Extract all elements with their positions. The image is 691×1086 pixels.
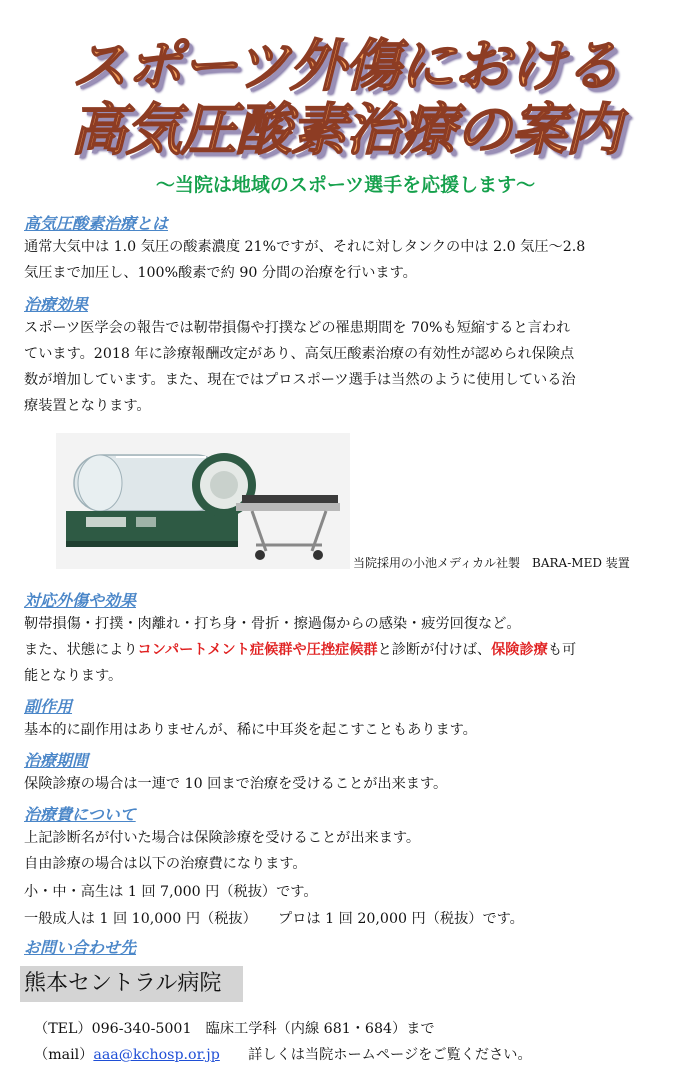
indications-text-a: また、状態により xyxy=(24,642,138,658)
hyperbaric-chamber-icon xyxy=(56,433,350,569)
heading-effect: 治療効果 xyxy=(24,295,89,314)
cost-line-1: 上記診断名が付いた場合は保険診療を受けることが出来ます。 xyxy=(24,830,421,846)
mail-link[interactable]: aaa@kchosp.or.jp xyxy=(93,1047,220,1063)
hospital-name: 熊本セントラル病院 xyxy=(20,966,243,1002)
title-line-2: 高気圧酸素治療の案内 xyxy=(70,98,621,163)
title-line-1: スポーツ外傷における xyxy=(71,34,620,99)
heading-indications: 対応外傷や効果 xyxy=(24,591,137,610)
indications-text-b: と診断が付けば、 xyxy=(377,642,492,658)
effect-line-1: スポーツ医学会の報告では靭帯損傷や打撲などの罹患期間を 70%も短縮すると言われ xyxy=(24,320,571,336)
side-effects-line-1: 基本的に副作用はありませんが、稀に中耳炎を起こすこともあります。 xyxy=(24,722,477,738)
heading-side-effects: 副作用 xyxy=(24,697,73,716)
heading-about: 高気圧酸素治療とは xyxy=(24,214,169,233)
indications-line-3: 能となります。 xyxy=(24,668,123,684)
subtitle: ～当院は地域のスポーツ選手を応援します～ xyxy=(155,174,536,196)
about-line-2: 気圧まで加圧し、100%酸素で約 90 分間の治療を行います。 xyxy=(24,265,417,281)
mail-label: （mail） xyxy=(34,1047,94,1063)
heading-cost: 治療費について xyxy=(24,805,136,824)
effect-line-3: 数が増加しています。また、現在ではプロスポーツ選手は当然のように使用している治 xyxy=(24,372,576,388)
cost-line-2: 自由診療の場合は以下の治療費になります。 xyxy=(24,856,307,872)
indications-line-2 xyxy=(24,637,664,663)
period-line-1: 保険診療の場合は一連で 10 回まで治療を受けることが出来ます。 xyxy=(24,776,448,792)
indications-text-c: も可 xyxy=(547,642,577,658)
chamber-photo xyxy=(56,433,350,569)
highlight-syndromes: コンパートメント症候群や圧挫症候群 xyxy=(137,642,378,658)
cost-line-4: 一般成人は 1 回 10,000 円（税抜） プロは 1 回 20,000 円（税抜）です。 xyxy=(24,911,524,927)
photo-caption: 当院採用の小池メディカル社製 BARA-MED 装置 xyxy=(353,556,630,570)
contact-tel: （TEL）096-340-5001 臨床工学科（内線 681・684）まで xyxy=(34,1021,435,1037)
highlight-insurance: 保険診療 xyxy=(491,642,548,658)
effect-line-2: ています。2018 年に診療報酬改定があり、高気圧酸素治療の有効性が認められ保険点 xyxy=(24,346,575,362)
indications-line-1: 靭帯損傷・打撲・肉離れ・打ち身・骨折・擦過傷からの感染・疲労回復など。 xyxy=(24,616,521,632)
about-line-1: 通常大気中は 1.0 気圧の酸素濃度 21%ですが、それに対しタンクの中は 2.0 気圧～2.8 xyxy=(24,239,586,255)
effect-line-4: 療装置となります。 xyxy=(24,398,151,414)
heading-contact: お問い合わせ先 xyxy=(24,938,137,957)
cost-line-3: 小・中・高生は 1 回 7,000 円（税抜）です。 xyxy=(24,884,318,900)
mail-note: 詳しくは当院ホームページをご覧ください。 xyxy=(219,1047,532,1063)
contact-mail-row xyxy=(34,1044,532,1064)
heading-period: 治療期間 xyxy=(24,751,89,770)
